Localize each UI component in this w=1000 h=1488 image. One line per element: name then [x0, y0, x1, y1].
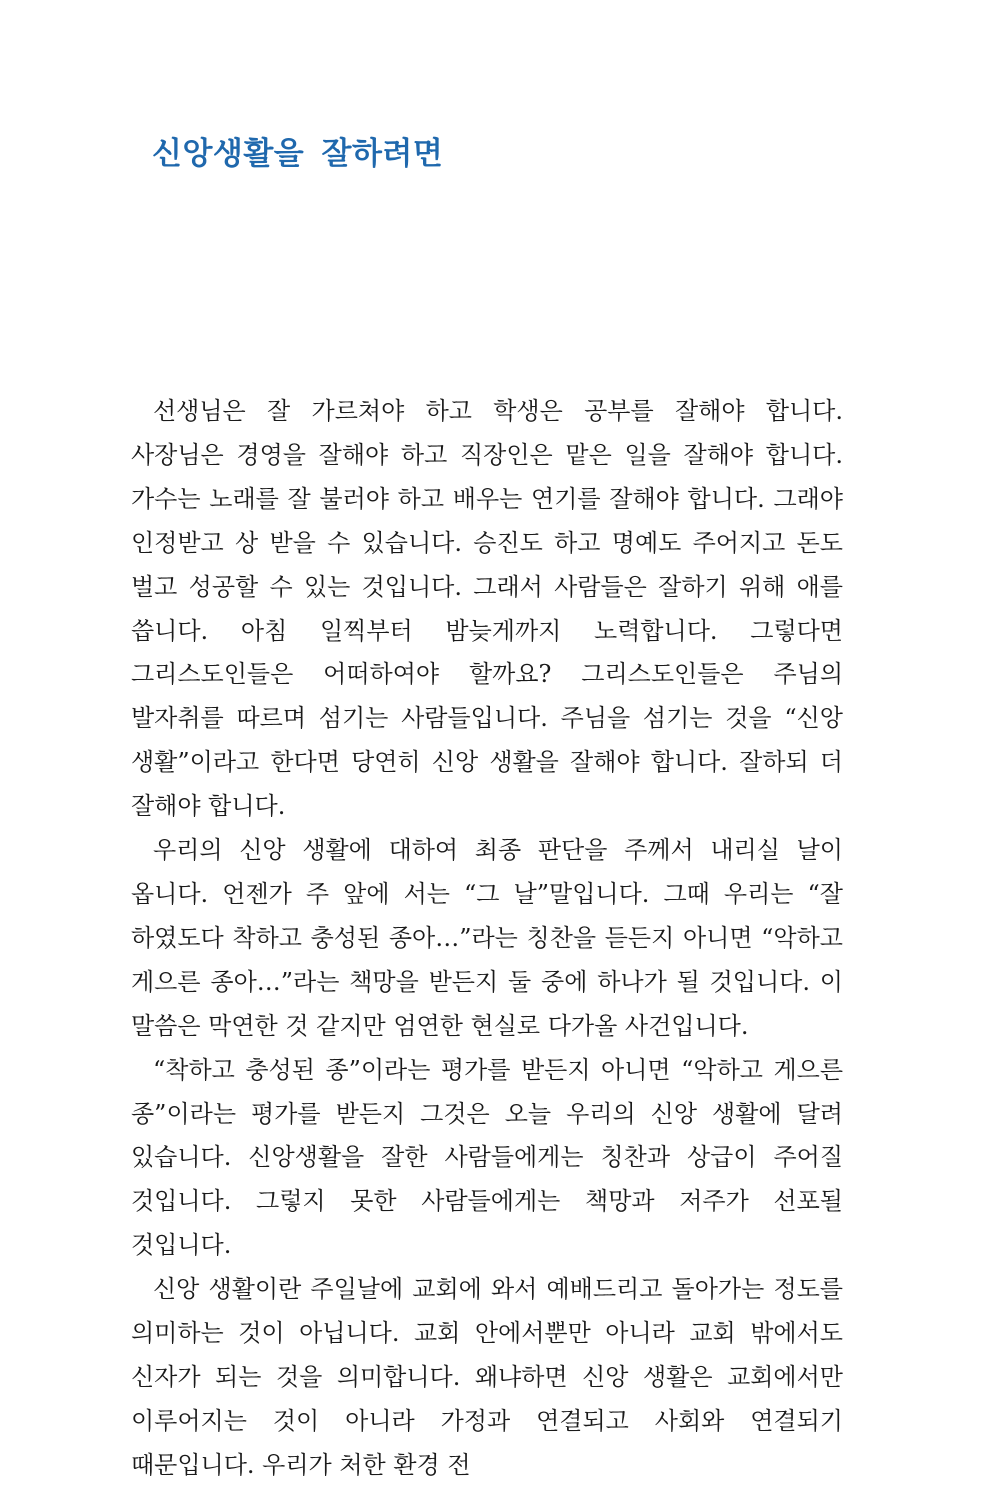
paragraph: 우리의 신앙 생활에 대하여 최종 판단을 주께서 내리실 날이 옵니다. 언젠가 주 앞에 서는 “그 날”말입니다. 그때 우리는 “잘 하였도다 착하고 충성된 종아…”라는 칭찬을 듣든지 아니면 “악하고 게으른 종아…”라는 책망을 받든지 둘 중에 하나가 될 것입니다. 이 말씀은 막연한 것 같지만 엄연한 현실로 다가올 사건입니다. [131, 836, 843, 1040]
chapter-title: 신앙생활을 잘하려면 [152, 136, 444, 172]
body-text [131, 390, 843, 1488]
paragraph: 선생님은 잘 가르쳐야 하고 학생은 공부를 잘해야 합니다. 사장님은 경영을 잘해야 하고 직장인은 맡은 일을 잘해야 합니다. 가수는 노래를 잘 불러야 하고 배우는 연기를 잘해야 합니다. 그래야 인정받고 상 받을 수 있습니다. 승진도 하고 명예도 주어지고 돈도 벌고 성공할 수 있는 것입니다. 그래서 사람들은 잘하기 위해 애를 씁니다. 아침 일찍부터 밤늦게까지 노력합니다. 그렇다면 그리스도인들은 어떠하여야 할까요? 그리스도인들은 주님의 발자취를 따르며 섬기는 사람들입니다. 주님을 섬기는 것을 “신앙 생활”이라고 한다면 당연히 신앙 생활을 잘해야 합니다. 잘하되 더 잘해야 합니다. [131, 397, 843, 821]
paragraph: 신앙 생활이란 주일날에 교회에 와서 예배드리고 돌아가는 정도를 의미하는 것이 아닙니다. 교회 안에서뿐만 아니라 교회 밖에서도 신자가 되는 것을 의미합니다. 왜냐하면 신앙 생활은 교회에서만 이루어지는 것이 아니라 가정과 연결되고 사회와 연결되기 때문입니다. 우리가 처한 환경 전 [131, 1275, 843, 1479]
paragraph: “착하고 충성된 종”이라는 평가를 받든지 아니면 “악하고 게으른 종”이라는 평가를 받든지 그것은 오늘 우리의 신앙 생활에 달려 있습니다. 신앙생활을 잘한 사람들에게는 칭찬과 상급이 주어질 것입니다. 그렇지 못한 사람들에게는 책망과 저주가 선포될 것입니다. [131, 1055, 843, 1260]
